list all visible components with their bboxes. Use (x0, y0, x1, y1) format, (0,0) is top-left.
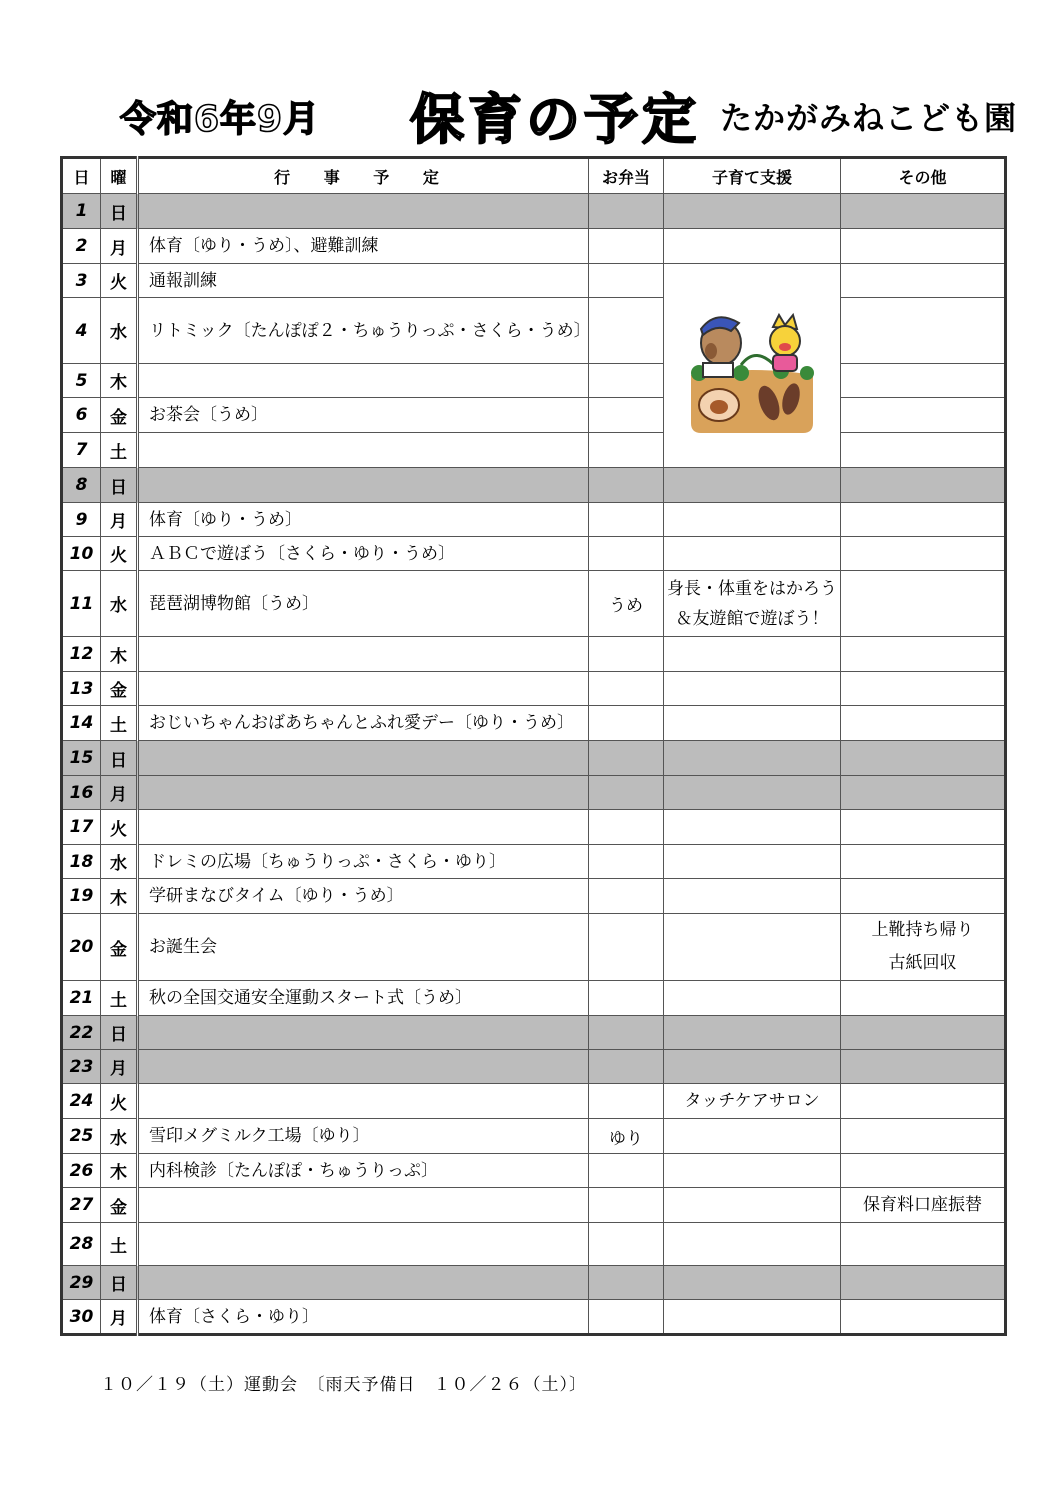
table-row (62, 194, 1006, 229)
weekday-cell: 火 (101, 537, 138, 571)
other-cell (841, 1266, 1006, 1300)
support-cell (664, 1300, 841, 1335)
other-cell (841, 571, 1006, 637)
bento-cell (589, 1084, 664, 1119)
table-row (62, 1223, 1006, 1266)
bento-cell (589, 264, 664, 298)
event-cell (138, 1016, 589, 1050)
table-row (62, 298, 1006, 364)
other-cell (841, 637, 1006, 672)
bento-cell (589, 879, 664, 914)
event-cell (138, 1188, 589, 1223)
bento-cell (589, 194, 664, 229)
other-cell (841, 298, 1006, 364)
table-row (62, 264, 1006, 298)
other-cell (841, 194, 1006, 229)
bento-cell (589, 1266, 664, 1300)
day-cell: 17 (62, 810, 101, 845)
support-cell (664, 1016, 841, 1050)
support-cell: 身長・体重をはかろう ＆友遊館で遊ぼう！ (664, 571, 841, 637)
other-cell (841, 1084, 1006, 1119)
other-cell (841, 364, 1006, 398)
footnote: １０／１９（土）運動会 〔雨天予備日 １０／２６（土）〕 (100, 1375, 587, 1395)
bento-cell (589, 1300, 664, 1335)
weekday-cell: 土 (101, 1223, 138, 1266)
bento-cell (589, 914, 664, 981)
table-row (62, 1300, 1006, 1335)
support-cell (664, 981, 841, 1016)
event-cell (138, 1223, 589, 1266)
weekday-cell: 水 (101, 845, 138, 879)
bento-cell (589, 741, 664, 776)
weekday-cell: 日 (101, 468, 138, 503)
weekday-cell: 金 (101, 914, 138, 981)
day-cell: 28 (62, 1223, 101, 1266)
weekday-cell: 火 (101, 264, 138, 298)
header-date: 令和6年9月 (120, 99, 321, 140)
event-cell (138, 810, 589, 845)
event-cell (138, 1084, 589, 1119)
support-cell (664, 1188, 841, 1223)
bento-cell (589, 1050, 664, 1084)
weekday-cell: 土 (101, 433, 138, 468)
support-cell (664, 503, 841, 537)
table-row (62, 914, 1006, 981)
support-cell (664, 194, 841, 229)
bento-cell (589, 810, 664, 845)
other-cell (841, 1223, 1006, 1266)
other-cell: 保育料口座振替 (841, 1188, 1006, 1223)
table-row (62, 571, 1006, 637)
table-row (62, 398, 1006, 433)
weekday-cell: 土 (101, 706, 138, 741)
table-row (62, 741, 1006, 776)
bento-cell (589, 981, 664, 1016)
day-cell: 10 (62, 537, 101, 571)
support-cell (664, 1223, 841, 1266)
support-cell (664, 741, 841, 776)
schedule-table (60, 156, 1007, 1336)
support-illustration-cell (664, 264, 841, 468)
support-cell (664, 1119, 841, 1154)
bento-cell (589, 1188, 664, 1223)
bento-cell (589, 229, 664, 264)
event-cell: お茶会〔うめ〕 (138, 398, 589, 433)
bento-cell: ゆり (589, 1119, 664, 1154)
day-cell: 7 (62, 433, 101, 468)
weekday-cell: 土 (101, 981, 138, 1016)
weekday-cell: 水 (101, 571, 138, 637)
support-cell (664, 1266, 841, 1300)
other-cell (841, 503, 1006, 537)
weekday-cell: 金 (101, 398, 138, 433)
table-row (62, 229, 1006, 264)
table-header-row (62, 158, 1006, 194)
support-cell (664, 229, 841, 264)
bento-cell (589, 503, 664, 537)
other-cell (841, 845, 1006, 879)
other-cell (841, 672, 1006, 706)
support-cell (664, 810, 841, 845)
weekday-cell: 水 (101, 298, 138, 364)
weekday-cell: 水 (101, 1119, 138, 1154)
day-cell: 12 (62, 637, 101, 672)
table-row (62, 1016, 1006, 1050)
table-row (62, 706, 1006, 741)
table-row (62, 672, 1006, 706)
event-cell (138, 1050, 589, 1084)
support-cell (664, 706, 841, 741)
other-cell: 上靴持ち帰り 古紙回収 (841, 914, 1006, 981)
bento-cell (589, 776, 664, 810)
col-header-other: その他 (841, 158, 1006, 194)
table-row (62, 810, 1006, 845)
support-cell: タッチケアサロン (664, 1084, 841, 1119)
weekday-cell: 日 (101, 741, 138, 776)
support-cell (664, 672, 841, 706)
day-cell: 22 (62, 1016, 101, 1050)
day-cell: 3 (62, 264, 101, 298)
bento-cell (589, 1223, 664, 1266)
other-cell (841, 1300, 1006, 1335)
event-cell: 通報訓練 (138, 264, 589, 298)
table-row (62, 537, 1006, 571)
bento-cell (589, 298, 664, 364)
bento-cell (589, 537, 664, 571)
day-cell: 14 (62, 706, 101, 741)
other-cell (841, 981, 1006, 1016)
support-cell (664, 914, 841, 981)
other-cell (841, 433, 1006, 468)
day-cell: 15 (62, 741, 101, 776)
event-cell (138, 637, 589, 672)
weekday-cell: 月 (101, 229, 138, 264)
table-row (62, 468, 1006, 503)
bento-cell (589, 637, 664, 672)
bento-cell (589, 398, 664, 433)
event-cell (138, 741, 589, 776)
day-cell: 13 (62, 672, 101, 706)
weekday-cell: 日 (101, 1016, 138, 1050)
bento-cell (589, 706, 664, 741)
event-cell: 学研まなびタイム〔ゆり・うめ〕 (138, 879, 589, 914)
support-cell (664, 468, 841, 503)
other-cell (841, 537, 1006, 571)
page-header (0, 85, 1058, 151)
other-cell (841, 1119, 1006, 1154)
day-cell: 6 (62, 398, 101, 433)
event-cell: 雪印メグミルク工場〔ゆり〕 (138, 1119, 589, 1154)
day-cell: 25 (62, 1119, 101, 1154)
col-header-bento: お弁当 (589, 158, 664, 194)
day-cell: 11 (62, 571, 101, 637)
day-cell: 9 (62, 503, 101, 537)
support-cell (664, 776, 841, 810)
other-cell (841, 468, 1006, 503)
weekday-cell: 金 (101, 672, 138, 706)
day-cell: 21 (62, 981, 101, 1016)
other-cell (841, 1050, 1006, 1084)
event-cell (138, 364, 589, 398)
event-cell: リトミック〔たんぽぽ２・ちゅうりっぷ・さくら・うめ〕 (138, 298, 589, 364)
table-row (62, 981, 1006, 1016)
table-row (62, 845, 1006, 879)
other-cell (841, 229, 1006, 264)
table-row (62, 637, 1006, 672)
support-cell (664, 637, 841, 672)
other-cell (841, 1016, 1006, 1050)
event-cell: 体育〔さくら・ゆり〕 (138, 1300, 589, 1335)
weekday-cell: 木 (101, 1154, 138, 1188)
day-cell: 27 (62, 1188, 101, 1223)
weekday-cell: 火 (101, 810, 138, 845)
bento-cell: うめ (589, 571, 664, 637)
support-cell (664, 1154, 841, 1188)
weekday-cell: 日 (101, 194, 138, 229)
table-row (62, 1188, 1006, 1223)
event-cell: 琵琶湖博物館〔うめ〕 (138, 571, 589, 637)
event-cell: ドレミの広場〔ちゅうりっぷ・さくら・ゆり〕 (138, 845, 589, 879)
day-cell: 20 (62, 914, 101, 981)
col-header-day: 日 (62, 158, 101, 194)
weekday-cell: 木 (101, 879, 138, 914)
event-cell (138, 194, 589, 229)
bento-cell (589, 1154, 664, 1188)
col-header-event: 行 事 予 定 (138, 158, 589, 194)
day-cell: 16 (62, 776, 101, 810)
table-row (62, 1266, 1006, 1300)
day-cell: 4 (62, 298, 101, 364)
day-cell: 26 (62, 1154, 101, 1188)
day-cell: 5 (62, 364, 101, 398)
col-header-dow: 曜 (101, 158, 138, 194)
support-cell (664, 1050, 841, 1084)
day-cell: 2 (62, 229, 101, 264)
table-row (62, 1119, 1006, 1154)
weekday-cell: 月 (101, 1050, 138, 1084)
event-cell (138, 468, 589, 503)
table-row (62, 1154, 1006, 1188)
event-cell: 内科検診〔たんぽぽ・ちゅうりっぷ〕 (138, 1154, 589, 1188)
support-cell (664, 537, 841, 571)
weekday-cell: 木 (101, 637, 138, 672)
day-cell: 18 (62, 845, 101, 879)
bento-cell (589, 433, 664, 468)
weekday-cell: 日 (101, 1266, 138, 1300)
event-cell: ＡＢＣで遊ぼう〔さくら・ゆり・うめ〕 (138, 537, 589, 571)
event-cell (138, 1266, 589, 1300)
event-cell: 秋の全国交通安全運動スタート式〔うめ〕 (138, 981, 589, 1016)
event-cell (138, 776, 589, 810)
event-cell: 体育〔ゆり・うめ〕、避難訓練 (138, 229, 589, 264)
other-cell (841, 741, 1006, 776)
weekday-cell: 火 (101, 1084, 138, 1119)
weekday-cell: 月 (101, 776, 138, 810)
other-cell (841, 706, 1006, 741)
other-cell (841, 776, 1006, 810)
table-row (62, 364, 1006, 398)
table-row (62, 776, 1006, 810)
event-cell: 体育〔ゆり・うめ〕 (138, 503, 589, 537)
table-row (62, 1050, 1006, 1084)
table-row (62, 503, 1006, 537)
weekday-cell: 木 (101, 364, 138, 398)
bento-cell (589, 1016, 664, 1050)
day-cell: 8 (62, 468, 101, 503)
page-title: 保育の予定 (410, 88, 700, 151)
bento-cell (589, 845, 664, 879)
bento-cell (589, 364, 664, 398)
col-header-support: 子育て支援 (664, 158, 841, 194)
potato-digging-illustration (681, 295, 823, 437)
other-cell (841, 1154, 1006, 1188)
other-cell (841, 810, 1006, 845)
table-row (62, 433, 1006, 468)
table-row (62, 879, 1006, 914)
weekday-cell: 金 (101, 1188, 138, 1223)
school-name: たかがみねこども園 (720, 99, 1018, 137)
day-cell: 1 (62, 194, 101, 229)
weekday-cell: 月 (101, 1300, 138, 1335)
day-cell: 19 (62, 879, 101, 914)
day-cell: 23 (62, 1050, 101, 1084)
other-cell (841, 264, 1006, 298)
weekday-cell: 月 (101, 503, 138, 537)
day-cell: 24 (62, 1084, 101, 1119)
table-row (62, 1084, 1006, 1119)
day-cell: 29 (62, 1266, 101, 1300)
event-cell: お誕生会 (138, 914, 589, 981)
event-cell: おじいちゃんおばあちゃんとふれ愛デー〔ゆり・うめ〕 (138, 706, 589, 741)
support-cell (664, 879, 841, 914)
day-cell: 30 (62, 1300, 101, 1335)
other-cell (841, 398, 1006, 433)
other-cell (841, 879, 1006, 914)
support-cell (664, 845, 841, 879)
event-cell (138, 672, 589, 706)
bento-cell (589, 468, 664, 503)
event-cell (138, 433, 589, 468)
bento-cell (589, 672, 664, 706)
